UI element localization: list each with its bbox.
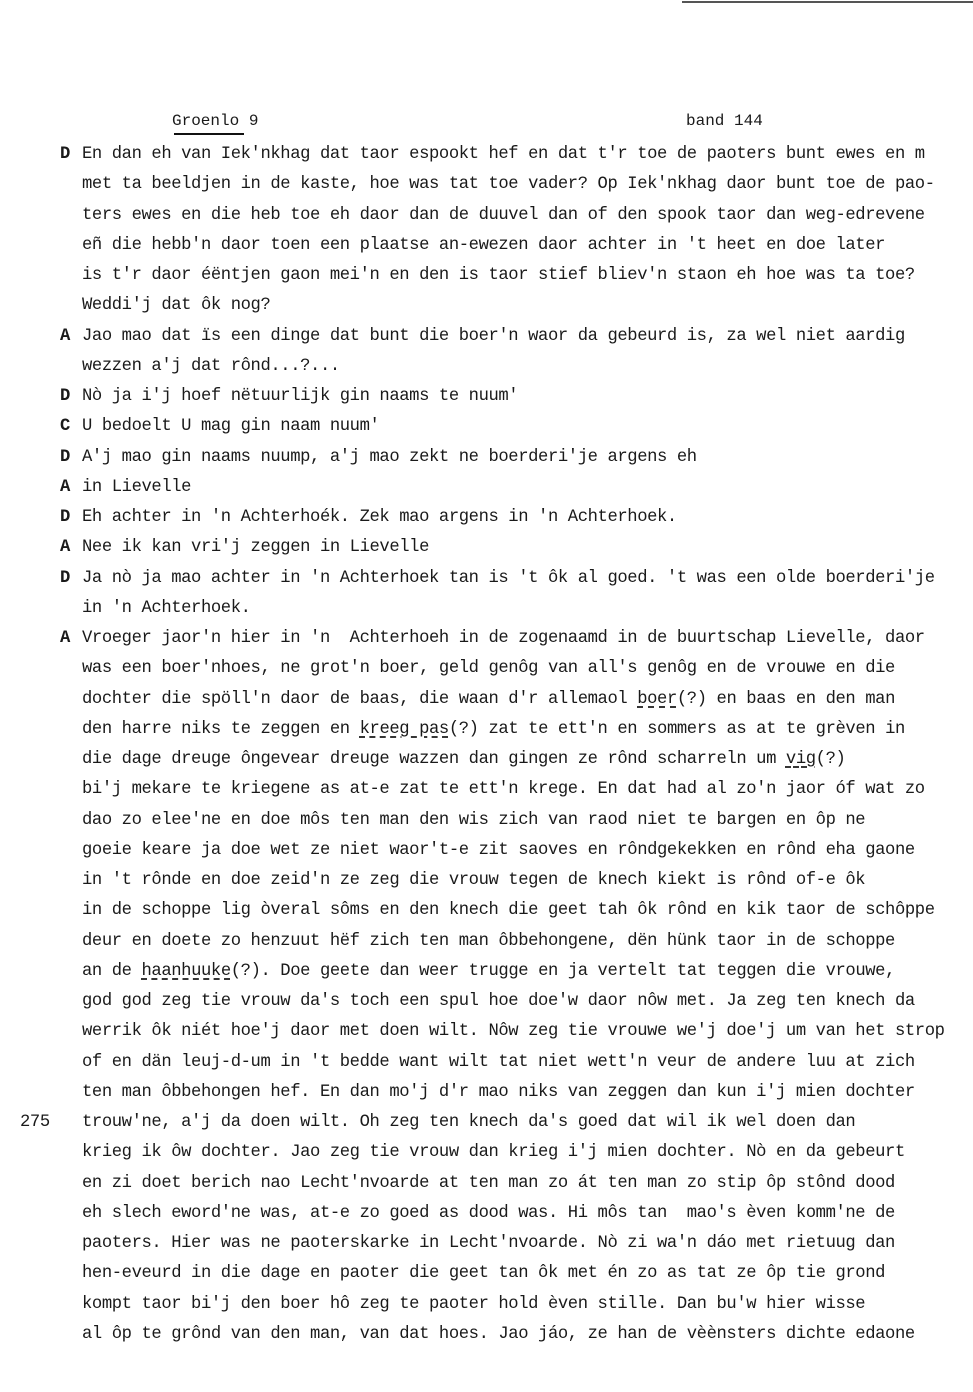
transcript-line (0, 960, 973, 990)
speaker-label: A (60, 477, 70, 497)
line-text: an de haanhuuke(?). Doe geete dan weer trugge en ja vertelt tat teggen die vrouwe, (82, 961, 895, 981)
line-text: dao zo elee'ne en doe môs ten man den wis zich van raod niet te bargen en ôp ne (82, 810, 866, 830)
line-text: is t'r daor éëntjen gaon mei'n en den is taor stief bliev'n staon eh hoe was ta toe? (82, 266, 915, 285)
line-text: en zi doet berich nao Lecht'nvoarde at ten man zo át ten man zo stip ôp stônd dood (82, 1173, 895, 1193)
line-text: ten man ôbbehongen hef. En dan mo'j d'r mao niks van zeggen dan kun i'j mien dochter (82, 1082, 915, 1102)
transcript-line (0, 839, 973, 869)
line-text: wezzen a'j dat rônd...?... (82, 356, 340, 376)
transcript-line (0, 264, 973, 294)
document-title (172, 112, 258, 130)
top-edge-rule (682, 1, 973, 3)
transcript-line (0, 567, 973, 597)
margin-line-number: 275 (20, 1113, 50, 1132)
transcript-line (0, 657, 973, 687)
speaker-label: D (60, 568, 70, 588)
transcript-line (0, 1111, 973, 1141)
line-text: deur en doete zo henzuut hëf zich ten man ôbbehongene, dën hünk taor in de schoppe (82, 931, 895, 951)
transcript-line (0, 1081, 973, 1111)
line-text: kompt taor bi'j den boer hô zeg te paoter hold èven stille. Dan bu'w hier wisse (82, 1294, 866, 1314)
transcript-line (0, 355, 973, 385)
transcript-line (0, 1202, 973, 1232)
transcript-line (0, 748, 973, 778)
transcript-line (0, 1323, 973, 1353)
line-text: Nò ja i'j hoef nëtuurlijk gin naams te nuum' (82, 387, 519, 406)
line-text: Eh achter in 'n Achterhoék. Zek mao argens in 'n Achterhoek. (82, 508, 677, 527)
speaker-label: D (60, 508, 70, 527)
transcript-line (0, 415, 973, 445)
line-text: trouw'ne, a'j da doen wilt. Oh zeg ten knech da's goed dat wil ik wel doen dan (82, 1113, 856, 1132)
transcript-line (0, 143, 973, 173)
line-text: werrik ôk niét hoe'j daor met doen wilt. Nôw zeg tie vrouwe we'j doe'j um van het strop (82, 1022, 945, 1042)
transcript-line (0, 1020, 973, 1050)
line-text: al ôp te grônd van den man, van dat hoes. Jao jáo, ze han de vèènsters dichte edaone (82, 1324, 915, 1344)
line-text: in Lievelle (82, 477, 192, 497)
transcript-line (0, 446, 973, 476)
line-text: of en dän leuj-d-um in 't bedde want wilt tat niet wett'n veur de andere luu at zich (82, 1052, 915, 1072)
transcript-line (0, 173, 973, 203)
transcript-line (0, 718, 973, 748)
transcript-line (0, 597, 973, 627)
speaker-label: D (60, 145, 70, 164)
line-text: bi'j mekare te kriegene as at-e zat te ett'n krege. En dat had al zo'n jaor óf wat zo (82, 780, 925, 800)
line-text: A'j mao gin naams nuump, a'j mao zekt ne boerderi'je argens eh (82, 447, 697, 467)
line-text: En dan eh van Iek'nkhag dat taor espookt hef en dat t'r toe de paoters bunt ewes en m (82, 145, 925, 164)
transcript-line (0, 506, 973, 536)
transcript-line (0, 536, 973, 566)
transcript-line (0, 778, 973, 808)
line-text: was een boer'nhoes, ne grot'n boer, geld genôg van all's genôg en de vrouwe en die (82, 659, 895, 679)
page-header (0, 112, 973, 136)
transcript-body (0, 143, 973, 1353)
band-number: band 144 (686, 112, 763, 130)
transcript-line (0, 325, 973, 355)
transcript-line (0, 1293, 973, 1323)
line-text: dochter die spöll'n daor de baas, die waan d'r allemaol boer(?) en baas en den man (82, 689, 895, 709)
line-text: Ja nò ja mao achter in 'n Achterhoek tan is 't ôk al goed. 't was een olde boerderi'je (82, 568, 935, 588)
transcript-line (0, 476, 973, 506)
line-text: eh slech eword'ne was, at-e zo goed as dood was. Hi môs tan mao's èven komm'ne de (82, 1203, 895, 1223)
line-text: Weddi'j dat ôk nog? (82, 296, 271, 316)
line-text: die dage dreuge ôngevear dreuge wazzen dan gingen ze rônd scharreln um vig(?) (82, 750, 846, 769)
transcript-line (0, 809, 973, 839)
line-text: ters ewes en die heb toe eh daor dan de duuvel dan of den spook taor dan weg-edrevene (82, 205, 925, 225)
speaker-label: A (60, 326, 70, 346)
line-text: in 'n Achterhoek. (82, 598, 251, 618)
transcript-line (0, 234, 973, 264)
transcript-line (0, 990, 973, 1020)
transcript-line (0, 385, 973, 415)
line-text: goeie keare ja doe wet ze niet waor't-e zit saoves en rôndgekekken en rônd eha gaone (82, 840, 915, 860)
line-text: Vroeger jaor'n hier in 'n Achterhoeh in de zogenaamd in de buurtschap Lievelle, daor (82, 629, 925, 648)
line-text: krieg ik ôw dochter. Jao zeg tie vrouw dan krieg i'j mien dochter. Nò en da gebeurt (82, 1143, 905, 1163)
transcript-line (0, 1232, 973, 1262)
transcript-line (0, 1172, 973, 1202)
transcript-line (0, 869, 973, 899)
transcript-line (0, 1262, 973, 1292)
transcript-line (0, 204, 973, 234)
transcript-line (0, 688, 973, 718)
line-text: Nee ik kan vri'j zeggen in Lievelle (82, 538, 429, 558)
line-text: god god zeg tie vrouw da's toch een spul hoe doe'w daor nôw met. Ja zeg ten knech da (82, 992, 915, 1011)
speaker-label: A (60, 538, 70, 558)
line-text: den harre niks te zeggen en kreeg pas(?) zat te ett'n en sommers as at te grèven in (82, 719, 905, 739)
line-text: eñ die hebb'n daor toen een plaatse an-ewezen daor achter in 't heet en doe later (82, 235, 886, 255)
line-text: hen-eveurd in die dage en paoter die geet tan ôk met én zo as tat ze ôp tie grond (82, 1264, 886, 1284)
transcript-line (0, 930, 973, 960)
transcript-line (0, 1051, 973, 1081)
speaker-label: A (60, 629, 70, 648)
transcript-line (0, 294, 973, 324)
line-text: in de schoppe lig òveral sôms en den knech die geet tah ôk rônd en kik taor de schôppe (82, 901, 935, 921)
line-text: met ta beeldjen in de kaste, hoe was tat toe vader? Op Iek'nkhag daor bunt toe de pao- (82, 175, 935, 195)
speaker-label: D (60, 387, 70, 406)
transcript-line (0, 899, 973, 929)
document-title-text: Groenlo 9 (172, 112, 259, 130)
transcript-line (0, 627, 973, 657)
line-text: paoters. Hier was ne paoterskarke in Lecht'nvoarde. Nò zi wa'n dáo met rietuug dan (82, 1234, 895, 1253)
line-text: Jao mao dat ïs een dinge dat bunt die boer'n waor da gebeurd is, za wel niet aardig (82, 326, 905, 346)
transcript-line (0, 1141, 973, 1171)
title-underline (174, 133, 244, 135)
line-text: in 't rônde en doe zeid'n ze zeg die vrouw tegen de knech kiekt is rônd of-e ôk (82, 871, 866, 890)
line-text: U bedoelt U mag gin naam nuum' (82, 417, 380, 437)
speaker-label: C (60, 417, 70, 437)
speaker-label: D (60, 447, 70, 467)
